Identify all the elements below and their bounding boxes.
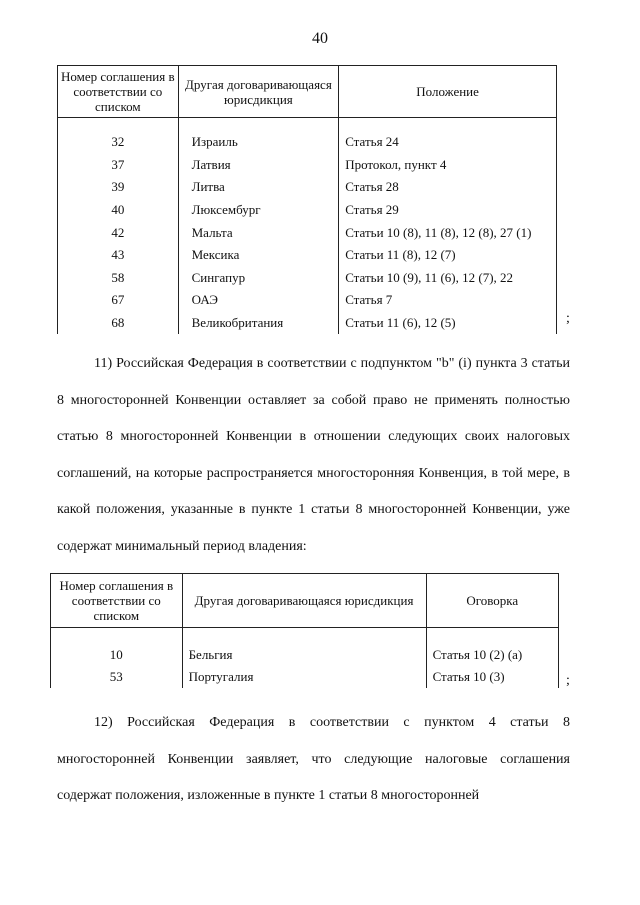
agreement-number: 40 [58,199,179,222]
jurisdiction-name: Великобритания [178,312,339,335]
jurisdiction-name: Израиль [178,131,339,154]
table1-trailing-semicolon: ; [566,311,570,326]
provision-text: Статьи 10 (8), 11 (8), 12 (8), 27 (1) [339,221,557,244]
agreement-number: 10 [51,644,183,666]
reservation-text: Статья 10 (2) (a) [426,644,558,666]
table-row [58,199,557,222]
reservation-text: Статья 10 (3) [426,666,558,688]
table2-trailing-semicolon: ; [566,673,570,688]
table-row [58,154,557,177]
table-header-row [51,574,559,628]
table-row [51,666,559,688]
jurisdiction-name: Литва [178,176,339,199]
agreement-number: 43 [58,244,179,267]
provision-text: Статья 24 [339,131,557,154]
table-row [58,221,557,244]
paragraph-11 [57,346,570,565]
jurisdiction-name: Португалия [182,666,426,688]
page-number: 40 [312,30,328,47]
table-row [51,644,559,666]
provision-text: Статья 28 [339,176,557,199]
agreement-number: 58 [58,267,179,290]
column-header-provision: Положение [339,66,557,118]
reservations-table [50,573,559,688]
jurisdiction-name: Бельгия [182,644,426,666]
paragraph-11-text: 11) Российская Федерация в соответствии с подпунктом "b" (i) пункта 3 статьи 8 многосторонней Конвенции оставляет за собой право не применять полностью статью 8 многосторонней Конвенции в отношении следующих своих налоговых соглашений, на которые распространяется многосторонняя Конвенция, в той мере, в какой положения, указанные в пункте 1 статьи 8 многосторонней Конвенции, уже содержат минимальный период владения: [57,356,570,554]
provision-text: Статьи 11 (6), 12 (5) [339,312,557,335]
jurisdiction-name: ОАЭ [178,289,339,312]
jurisdiction-name: Мальта [178,221,339,244]
provision-text: Статьи 10 (9), 11 (6), 12 (7), 22 [339,267,557,290]
paragraph-12 [57,705,570,815]
table-row [58,244,557,267]
agreement-number: 37 [58,154,179,177]
table-row [58,289,557,312]
table-row [58,267,557,290]
paragraph-12-text: 12) Российская Федерация в соответствии с пунктом 4 статьи 8 многосторонней Конвенции заявляет, что следующие налоговые соглашения содержат положения, изложенные в пункте 1 статьи 8 многосторонней [57,715,570,803]
table-row [58,312,557,335]
agreement-number: 32 [58,131,179,154]
table-header-row [58,66,557,118]
agreement-number: 67 [58,289,179,312]
agreement-number: 68 [58,312,179,335]
agreement-number: 42 [58,221,179,244]
agreement-number: 53 [51,666,183,688]
treaty-provisions-table [57,65,557,334]
column-header-number: Номер соглашения в соответствии со списком [58,66,179,118]
jurisdiction-name: Люксембург [178,199,339,222]
table-row [58,176,557,199]
jurisdiction-name: Мексика [178,244,339,267]
column-header-jurisdiction: Другая договаривающаяся юрисдикция [178,66,339,118]
column-header-number: Номер соглашения в соответствии со списком [51,574,183,628]
agreement-number: 39 [58,176,179,199]
column-header-reservation: Оговорка [426,574,558,628]
jurisdiction-name: Сингапур [178,267,339,290]
provision-text: Протокол, пункт 4 [339,154,557,177]
provision-text: Статья 7 [339,289,557,312]
provision-text: Статьи 11 (8), 12 (7) [339,244,557,267]
column-header-jurisdiction: Другая договаривающаяся юрисдикция [182,574,426,628]
jurisdiction-name: Латвия [178,154,339,177]
provision-text: Статья 29 [339,199,557,222]
table-row [58,131,557,154]
